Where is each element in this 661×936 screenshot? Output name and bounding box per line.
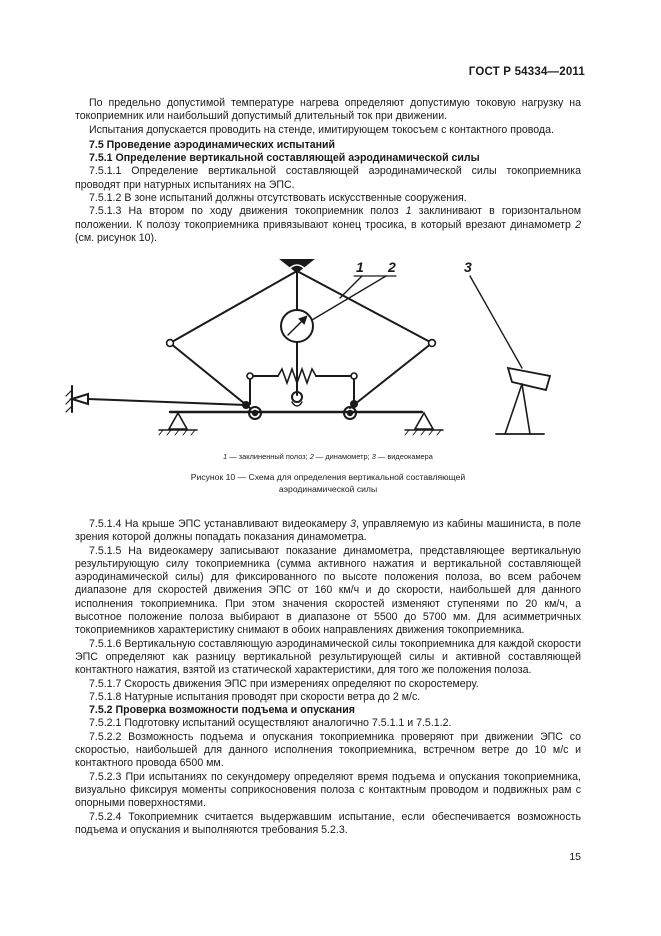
paragraph-7-5-2-2: 7.5.2.2 Возможность подъема и опускания токоприемника проверяют при движении ЭПС со скоростью, наибольшей для данного исполнения токоприемника, встречном ветре до 10 м/с и контактного провода 6500 мм. xyxy=(75,730,581,770)
figure-label-2: 2 xyxy=(388,259,396,275)
spring-left-hinge xyxy=(247,373,253,379)
tripod-leg-left xyxy=(505,384,522,434)
body-text-bottom xyxy=(75,518,581,837)
section-7-5-2-title: 7.5.2 Проверка возможности подъема и опускания xyxy=(89,704,355,717)
left-lower-arm xyxy=(170,343,250,408)
right-hinge xyxy=(429,340,436,347)
paragraph-7-5-2-4: 7.5.2.4 Токоприемник считается выдержавшим испытание, если обеспечивается возможность подъема и опускания и выполняются требования 5.2.3. xyxy=(75,810,581,836)
paragraph-7-5-1-3: 7.5.1.3 На втором по ходу движения токоприемник полоз 1 заклинивают в горизонтальном положении. К полозу токоприемника привязывают конец тросика, в который врезают динамометр 2 (см. рисунок 10). xyxy=(75,205,581,244)
right-support xyxy=(415,413,433,429)
figure-10-diagram xyxy=(60,258,600,448)
paragraph-7-5-1-5: 7.5.1.5 На видеокамеру записывают показание динамометра, представляющее вертикальную результирующую силу токоприемника (сумма активного нажатия и вертикальной составляющей аэродинамической силы) для фиксированного по высоте положения полоза, во всем рабочем диапазоне для скоростей движения ЭПС от 160 км/ч и до скорости, наибольшей для данного исполнения токоприемника. При этом значения скоростей изменяют ступенями по 20 км/ч, а высотное положение полоза выбирают в диапазоне от 5500 до 5700 мм. Для асимметричных токоприемников характеристику снимают в обоих направлениях движения токоприемника. xyxy=(75,544,581,637)
figure-label-1: 1 xyxy=(356,259,364,275)
paragraph-7-5-1-1: 7.5.1.1 Определение вертикальной составляющей аэродинамической силы токоприемника проводят при натурных испытаниях на ЭПС. xyxy=(75,165,581,191)
spring-left-frame xyxy=(250,376,278,404)
right-lower-arm xyxy=(350,343,432,408)
paragraph-temperature: По предельно допустимой температуре нагрева определяют допустимую токовую нагрузку на токоприемник или наибольший допустимый длительный ток при движении. xyxy=(75,97,581,123)
left-support xyxy=(169,413,187,429)
section-7-5-1-title: 7.5.1 Определение вертикальной составляющей аэродинамической силы xyxy=(89,152,480,165)
rope xyxy=(88,399,246,405)
left-upper-arm xyxy=(170,271,297,343)
figure-caption: Рисунок 10 — Схема для определения вертикальной составляющей аэродинамической силы xyxy=(190,472,466,494)
tripod-leg-right xyxy=(522,384,530,434)
figure-label-3: 3 xyxy=(464,259,472,275)
left-hinge xyxy=(167,340,174,347)
paragraph-7-5-1-8: 7.5.1.8 Натурные испытания проводят при скорости ветра до 2 м/с. xyxy=(89,690,421,703)
leader-1 xyxy=(340,276,362,298)
document-header: ГОСТ Р 54334—2011 xyxy=(468,66,585,78)
paragraph-stand: Испытания допускается проводить на стенде, имитирующем токосъем с контактного провода. xyxy=(89,123,554,136)
spring-right-hinge xyxy=(351,373,357,379)
paragraph-7-5-2-1: 7.5.2.1 Подготовку испытаний осуществляют аналогично 7.5.1.1 и 7.5.1.2. xyxy=(89,717,452,730)
page-number: 15 xyxy=(569,851,581,863)
paragraph-7-5-1-6: 7.5.1.6 Вертикальную составляющую аэродинамической силы токоприемника для каждой скорости ЭПС определяют как разницу вертикальной результирующей силы и активной составляющей контактного нажатия, взятой из статической характеристики, для того же положения полоза. xyxy=(75,637,581,677)
spring-right-frame xyxy=(316,376,354,404)
paragraph-7-5-1-4: 7.5.1.4 На крыше ЭПС устанавливают видеокамеру 3, управляемую из кабины машиниста, в поле зрения которой должны попадать показания динамометра. xyxy=(75,518,581,544)
paragraph-7-5-1-2: 7.5.1.2 В зоне испытаний должны отсутствовать искусственные сооружения. xyxy=(89,192,467,205)
paragraph-7-5-2-3: 7.5.2.3 При испытаниях по секундомеру определяют время подъема и опускания токоприемника, визуально фиксируя моменты соприкосновения полоза с контактным проводом и подвижных рам с опорными поверхностями. xyxy=(75,770,581,810)
rope-arrow xyxy=(72,394,88,404)
body-text-top xyxy=(75,97,581,245)
right-upper-arm xyxy=(297,271,432,343)
section-7-5-title: 7.5 Проведение аэродинамических испытаний xyxy=(89,138,336,151)
leader-3 xyxy=(470,276,522,368)
figure-legend: 1 — заклиненный полоз; 2 — динамометр; 3 — видеокамера xyxy=(223,452,433,461)
paragraph-7-5-1-7: 7.5.1.7 Скорость движения ЭПС при измерениях определяют по скоростемеру. xyxy=(89,677,479,690)
video-camera xyxy=(508,368,550,390)
